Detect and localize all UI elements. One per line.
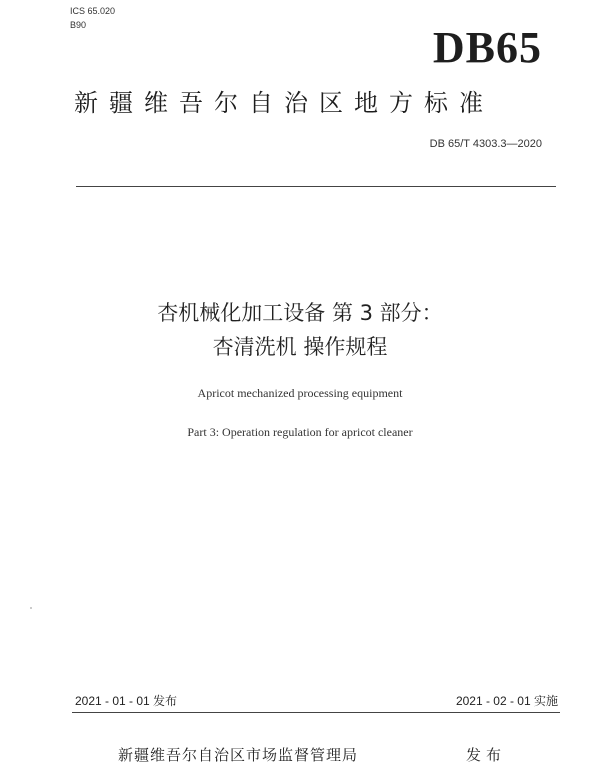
header-divider (76, 186, 556, 187)
standard-logo: DB65 (432, 23, 542, 72)
ics-code: ICS 65.020 (70, 6, 116, 16)
publish-date: 2021 - 01 - 01 发布 (75, 694, 178, 708)
title-english-line-1: Apricot mechanized processing equipment (197, 386, 403, 400)
footer-divider (72, 712, 560, 713)
standard-number: DB 65/T 4303.3—2020 (429, 138, 542, 150)
title-chinese-line-2: 杏清洗机 操作规程 (212, 335, 388, 359)
title-chinese-line-1: 杏机械化加工设备 第 3 部分： (157, 301, 443, 325)
issuing-authority: 新疆维吾尔自治区市场监督管理局 (118, 746, 359, 764)
title-english-line-2: Part 3: Operation regulation for apricot cleaner (187, 425, 413, 439)
issue-label: 发布 (466, 746, 507, 764)
classification-code: B90 (70, 20, 87, 30)
scan-speck (30, 607, 32, 609)
standard-type-heading: 新疆维吾尔自治区地方标准 (74, 89, 494, 117)
effective-date: 2021 - 02 - 01 实施 (455, 694, 558, 708)
